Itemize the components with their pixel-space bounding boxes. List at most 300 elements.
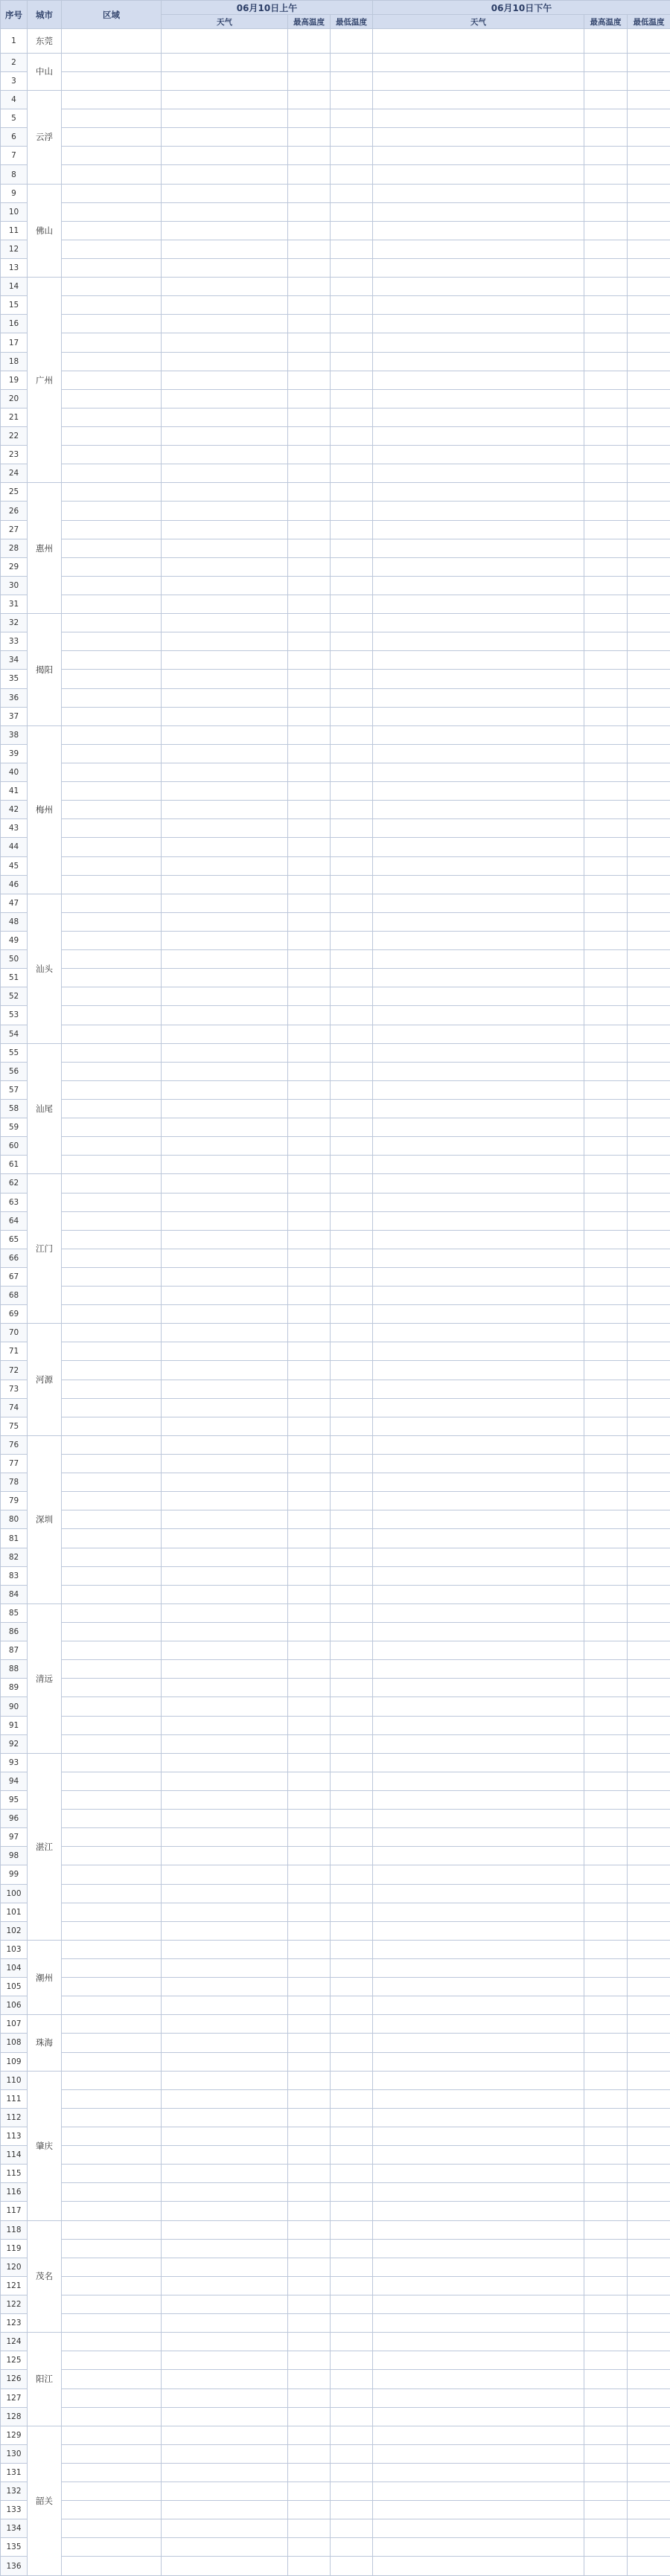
table-row (1, 1585, 670, 1603)
morning-high-cell (288, 931, 331, 949)
afternoon-high-cell (584, 371, 628, 389)
morning-low-cell (331, 1473, 373, 1492)
morning-high-cell (288, 1455, 331, 1473)
afternoon-weather-cell (373, 1660, 584, 1679)
morning-high-cell (288, 2295, 331, 2313)
morning-weather-cell (162, 1025, 288, 1043)
afternoon-high-cell (584, 969, 628, 987)
row-number: 42 (1, 801, 28, 819)
morning-high-cell (288, 1510, 331, 1529)
afternoon-high-cell (584, 1211, 628, 1230)
district-cell (62, 1847, 162, 1865)
afternoon-weather-cell (373, 2351, 584, 2370)
afternoon-low-cell (628, 2165, 670, 2183)
morning-weather-cell (162, 202, 288, 221)
morning-low-cell (331, 2370, 373, 2388)
afternoon-weather-cell (373, 2295, 584, 2313)
table-row (1, 744, 670, 763)
morning-high-cell (288, 1211, 331, 1230)
morning-high-cell (288, 2127, 331, 2145)
morning-high-cell (288, 838, 331, 856)
morning-low-cell (331, 1193, 373, 1211)
afternoon-high-cell (584, 1828, 628, 1847)
district-cell (62, 557, 162, 576)
afternoon-low-cell (628, 53, 670, 71)
afternoon-weather-cell (373, 1025, 584, 1043)
morning-weather-cell (162, 670, 288, 688)
table-row (1, 53, 670, 71)
afternoon-low-cell (628, 782, 670, 801)
table-row (1, 2052, 670, 2071)
afternoon-high-cell (584, 1716, 628, 1734)
afternoon-high-cell (584, 1099, 628, 1118)
row-number: 65 (1, 1230, 28, 1249)
morning-weather-cell (162, 1417, 288, 1435)
afternoon-weather-cell (373, 371, 584, 389)
district-cell (62, 875, 162, 894)
morning-low-cell (331, 1156, 373, 1174)
district-cell (62, 2071, 162, 2089)
afternoon-weather-cell (373, 464, 584, 483)
table-row (1, 520, 670, 539)
morning-low-cell (331, 1118, 373, 1137)
afternoon-high-cell (584, 632, 628, 651)
morning-low-cell (331, 1566, 373, 1585)
afternoon-weather-cell (373, 987, 584, 1006)
table-row (1, 502, 670, 520)
afternoon-low-cell (628, 296, 670, 315)
afternoon-high-cell (584, 651, 628, 670)
afternoon-weather-cell (373, 1865, 584, 1884)
afternoon-weather-cell (373, 2127, 584, 2145)
row-number: 122 (1, 2295, 28, 2313)
afternoon-low-cell (628, 1417, 670, 1435)
morning-high-cell (288, 1753, 331, 1772)
table-row (1, 128, 670, 147)
morning-high-cell (288, 987, 331, 1006)
morning-low-cell (331, 446, 373, 464)
district-cell (62, 1660, 162, 1679)
row-number: 85 (1, 1603, 28, 1622)
morning-low-cell (331, 856, 373, 875)
table-row (1, 632, 670, 651)
afternoon-low-cell (628, 408, 670, 426)
district-cell (62, 1455, 162, 1473)
morning-weather-cell (162, 1603, 288, 1622)
afternoon-weather-cell (373, 128, 584, 147)
afternoon-high-cell (584, 1006, 628, 1025)
afternoon-low-cell (628, 725, 670, 744)
morning-weather-cell (162, 1940, 288, 1958)
morning-high-cell (288, 221, 331, 240)
morning-low-cell (331, 1772, 373, 1790)
morning-weather-cell (162, 184, 288, 202)
morning-weather-cell (162, 1716, 288, 1734)
afternoon-low-cell (628, 1006, 670, 1025)
morning-low-cell (331, 632, 373, 651)
afternoon-weather-cell (373, 1810, 584, 1828)
afternoon-weather-cell (373, 1230, 584, 1249)
district-cell (62, 128, 162, 147)
row-number: 103 (1, 1940, 28, 1958)
morning-weather-cell (162, 2482, 288, 2501)
row-number: 135 (1, 2538, 28, 2557)
morning-weather-cell (162, 464, 288, 483)
morning-weather-cell (162, 2183, 288, 2202)
afternoon-weather-cell (373, 1324, 584, 1342)
row-number: 53 (1, 1006, 28, 1025)
district-cell (62, 221, 162, 240)
morning-weather-cell (162, 1361, 288, 1380)
table-row (1, 2089, 670, 2108)
morning-high-cell (288, 520, 331, 539)
morning-low-cell (331, 2463, 373, 2482)
table-row (1, 1249, 670, 1267)
row-number: 89 (1, 1679, 28, 1697)
district-cell (62, 184, 162, 202)
afternoon-weather-cell (373, 1267, 584, 1286)
morning-low-cell (331, 912, 373, 931)
afternoon-low-cell (628, 2108, 670, 2127)
row-number: 46 (1, 875, 28, 894)
afternoon-weather-cell (373, 744, 584, 763)
afternoon-weather-cell (373, 1548, 584, 1566)
morning-low-cell (331, 2333, 373, 2351)
district-cell (62, 2183, 162, 2202)
morning-weather-cell (162, 801, 288, 819)
row-number: 77 (1, 1455, 28, 1473)
table-row (1, 875, 670, 894)
morning-weather-cell (162, 1305, 288, 1324)
morning-high-cell (288, 801, 331, 819)
afternoon-low-cell (628, 2295, 670, 2313)
morning-low-cell (331, 987, 373, 1006)
afternoon-low-cell (628, 333, 670, 352)
afternoon-high-cell (584, 595, 628, 614)
table-row (1, 2407, 670, 2426)
row-number: 136 (1, 2557, 28, 2576)
morning-low-cell (331, 1716, 373, 1734)
afternoon-weather-cell (373, 2519, 584, 2538)
morning-low-cell (331, 576, 373, 595)
morning-weather-cell (162, 408, 288, 426)
morning-high-cell (288, 240, 331, 258)
morning-weather-cell (162, 2165, 288, 2183)
row-number: 44 (1, 838, 28, 856)
morning-weather-cell (162, 2426, 288, 2444)
row-number: 99 (1, 1865, 28, 1884)
afternoon-weather-cell (373, 1772, 584, 1790)
morning-low-cell (331, 2239, 373, 2258)
table-row (1, 2071, 670, 2089)
morning-high-cell (288, 1342, 331, 1361)
header-district: 区域 (62, 1, 162, 29)
district-cell (62, 614, 162, 632)
morning-weather-cell (162, 782, 288, 801)
afternoon-high-cell (584, 950, 628, 969)
district-cell (62, 483, 162, 502)
row-number: 17 (1, 333, 28, 352)
afternoon-weather-cell (373, 1623, 584, 1641)
row-number: 105 (1, 1978, 28, 1996)
table-row (1, 2351, 670, 2370)
district-cell (62, 1380, 162, 1398)
afternoon-high-cell (584, 1193, 628, 1211)
afternoon-weather-cell (373, 1211, 584, 1230)
afternoon-high-cell (584, 1249, 628, 1267)
morning-high-cell (288, 446, 331, 464)
morning-weather-cell (162, 1566, 288, 1585)
morning-high-cell (288, 2351, 331, 2370)
morning-weather-cell (162, 71, 288, 90)
district-cell (62, 1230, 162, 1249)
table-row (1, 333, 670, 352)
morning-high-cell (288, 2333, 331, 2351)
afternoon-low-cell (628, 202, 670, 221)
morning-low-cell (331, 109, 373, 128)
row-number: 26 (1, 502, 28, 520)
row-number: 101 (1, 1903, 28, 1921)
morning-low-cell (331, 1492, 373, 1510)
morning-weather-cell (162, 1847, 288, 1865)
row-number: 14 (1, 278, 28, 296)
morning-high-cell (288, 1641, 331, 1660)
morning-weather-cell (162, 2444, 288, 2463)
table-row (1, 1137, 670, 1156)
afternoon-weather-cell (373, 1697, 584, 1716)
afternoon-high-cell (584, 912, 628, 931)
afternoon-weather-cell (373, 651, 584, 670)
morning-low-cell (331, 651, 373, 670)
afternoon-high-cell (584, 1324, 628, 1342)
afternoon-low-cell (628, 502, 670, 520)
district-cell (62, 1884, 162, 1903)
district-cell (62, 1958, 162, 1977)
row-number: 116 (1, 2183, 28, 2202)
morning-low-cell (331, 1734, 373, 1753)
afternoon-low-cell (628, 2407, 670, 2426)
row-number: 32 (1, 614, 28, 632)
morning-low-cell (331, 1940, 373, 1958)
afternoon-high-cell (584, 1174, 628, 1193)
morning-weather-cell (162, 539, 288, 557)
afternoon-high-cell (584, 1660, 628, 1679)
afternoon-low-cell (628, 2501, 670, 2519)
afternoon-weather-cell (373, 1099, 584, 1118)
morning-high-cell (288, 2071, 331, 2089)
morning-high-cell (288, 147, 331, 165)
row-number: 4 (1, 91, 28, 109)
table-row (1, 576, 670, 595)
district-cell (62, 446, 162, 464)
afternoon-high-cell (584, 408, 628, 426)
afternoon-low-cell (628, 819, 670, 838)
afternoon-low-cell (628, 894, 670, 912)
afternoon-high-cell (584, 1361, 628, 1380)
morning-weather-cell (162, 2295, 288, 2313)
afternoon-low-cell (628, 1566, 670, 1585)
afternoon-low-cell (628, 1884, 670, 1903)
morning-weather-cell (162, 688, 288, 707)
morning-weather-cell (162, 1080, 288, 1099)
morning-low-cell (331, 1230, 373, 1249)
afternoon-low-cell (628, 2146, 670, 2165)
afternoon-high-cell (584, 2444, 628, 2463)
afternoon-weather-cell (373, 315, 584, 333)
district-cell (62, 1772, 162, 1790)
morning-high-cell (288, 2052, 331, 2071)
row-number: 31 (1, 595, 28, 614)
district-cell (62, 2239, 162, 2258)
city-cell: 中山 (28, 53, 62, 90)
afternoon-high-cell (584, 1996, 628, 2015)
afternoon-high-cell (584, 2519, 628, 2538)
morning-high-cell (288, 1903, 331, 1921)
row-number: 15 (1, 296, 28, 315)
header-afternoon-high: 最高温度 (584, 15, 628, 29)
morning-high-cell (288, 763, 331, 781)
table-row (1, 856, 670, 875)
district-cell (62, 2258, 162, 2276)
table-row (1, 446, 670, 464)
morning-low-cell (331, 389, 373, 408)
afternoon-weather-cell (373, 931, 584, 949)
morning-low-cell (331, 1828, 373, 1847)
afternoon-low-cell (628, 2127, 670, 2145)
district-cell (62, 2052, 162, 2071)
table-row (1, 1417, 670, 1435)
afternoon-low-cell (628, 2538, 670, 2557)
afternoon-weather-cell (373, 2463, 584, 2482)
afternoon-high-cell (584, 1697, 628, 1716)
table-row (1, 725, 670, 744)
afternoon-high-cell (584, 1921, 628, 1940)
morning-weather-cell (162, 315, 288, 333)
district-cell (62, 987, 162, 1006)
table-row (1, 2370, 670, 2388)
afternoon-high-cell (584, 1772, 628, 1790)
afternoon-high-cell (584, 2557, 628, 2576)
afternoon-weather-cell (373, 2482, 584, 2501)
afternoon-high-cell (584, 109, 628, 128)
district-cell (62, 1810, 162, 1828)
morning-weather-cell (162, 707, 288, 725)
district-cell (62, 1603, 162, 1622)
afternoon-low-cell (628, 1903, 670, 1921)
afternoon-low-cell (628, 1361, 670, 1380)
afternoon-low-cell (628, 464, 670, 483)
afternoon-high-cell (584, 1267, 628, 1286)
morning-weather-cell (162, 1099, 288, 1118)
row-number: 10 (1, 202, 28, 221)
district-cell (62, 1940, 162, 1958)
district-cell (62, 2538, 162, 2557)
morning-high-cell (288, 595, 331, 614)
afternoon-low-cell (628, 109, 670, 128)
morning-weather-cell (162, 744, 288, 763)
morning-low-cell (331, 427, 373, 446)
afternoon-weather-cell (373, 2146, 584, 2165)
afternoon-high-cell (584, 1585, 628, 1603)
afternoon-high-cell (584, 707, 628, 725)
table-row (1, 1230, 670, 1249)
morning-low-cell (331, 2519, 373, 2538)
afternoon-high-cell (584, 71, 628, 90)
afternoon-weather-cell (373, 165, 584, 184)
afternoon-weather-cell (373, 912, 584, 931)
morning-low-cell (331, 707, 373, 725)
afternoon-high-cell (584, 2426, 628, 2444)
district-cell (62, 109, 162, 128)
morning-low-cell (331, 259, 373, 278)
morning-high-cell (288, 128, 331, 147)
header-morning-low: 最低温度 (331, 15, 373, 29)
morning-high-cell (288, 2202, 331, 2220)
afternoon-low-cell (628, 2239, 670, 2258)
row-number: 70 (1, 1324, 28, 1342)
row-number: 102 (1, 1921, 28, 1940)
morning-low-cell (331, 2314, 373, 2333)
morning-high-cell (288, 782, 331, 801)
row-number: 23 (1, 446, 28, 464)
district-cell (62, 969, 162, 987)
table-row (1, 2333, 670, 2351)
afternoon-weather-cell (373, 1137, 584, 1156)
district-cell (62, 408, 162, 426)
afternoon-high-cell (584, 2258, 628, 2276)
morning-high-cell (288, 259, 331, 278)
afternoon-weather-cell (373, 539, 584, 557)
table-row (1, 1080, 670, 1099)
morning-weather-cell (162, 1660, 288, 1679)
afternoon-high-cell (584, 1510, 628, 1529)
morning-low-cell (331, 2146, 373, 2165)
afternoon-high-cell (584, 1753, 628, 1772)
row-number: 100 (1, 1884, 28, 1903)
afternoon-weather-cell (373, 1118, 584, 1137)
afternoon-weather-cell (373, 2426, 584, 2444)
morning-high-cell (288, 1884, 331, 1903)
row-number: 35 (1, 670, 28, 688)
morning-weather-cell (162, 651, 288, 670)
district-cell (62, 1510, 162, 1529)
morning-high-cell (288, 1585, 331, 1603)
city-cell: 潮州 (28, 1940, 62, 2014)
district-cell (62, 464, 162, 483)
afternoon-weather-cell (373, 1043, 584, 1062)
afternoon-high-cell (584, 2276, 628, 2295)
morning-high-cell (288, 1716, 331, 1734)
morning-weather-cell (162, 1791, 288, 1810)
afternoon-low-cell (628, 1062, 670, 1080)
row-number: 11 (1, 221, 28, 240)
table-row (1, 1062, 670, 1080)
table-row (1, 29, 670, 54)
row-number: 115 (1, 2165, 28, 2183)
morning-low-cell (331, 1062, 373, 1080)
afternoon-low-cell (628, 1043, 670, 1062)
afternoon-high-cell (584, 1566, 628, 1585)
table-row (1, 2538, 670, 2557)
afternoon-weather-cell (373, 614, 584, 632)
table-row (1, 259, 670, 278)
row-number: 113 (1, 2127, 28, 2145)
morning-low-cell (331, 1660, 373, 1679)
morning-low-cell (331, 1398, 373, 1417)
morning-weather-cell (162, 2463, 288, 2482)
afternoon-weather-cell (373, 502, 584, 520)
afternoon-high-cell (584, 1492, 628, 1510)
